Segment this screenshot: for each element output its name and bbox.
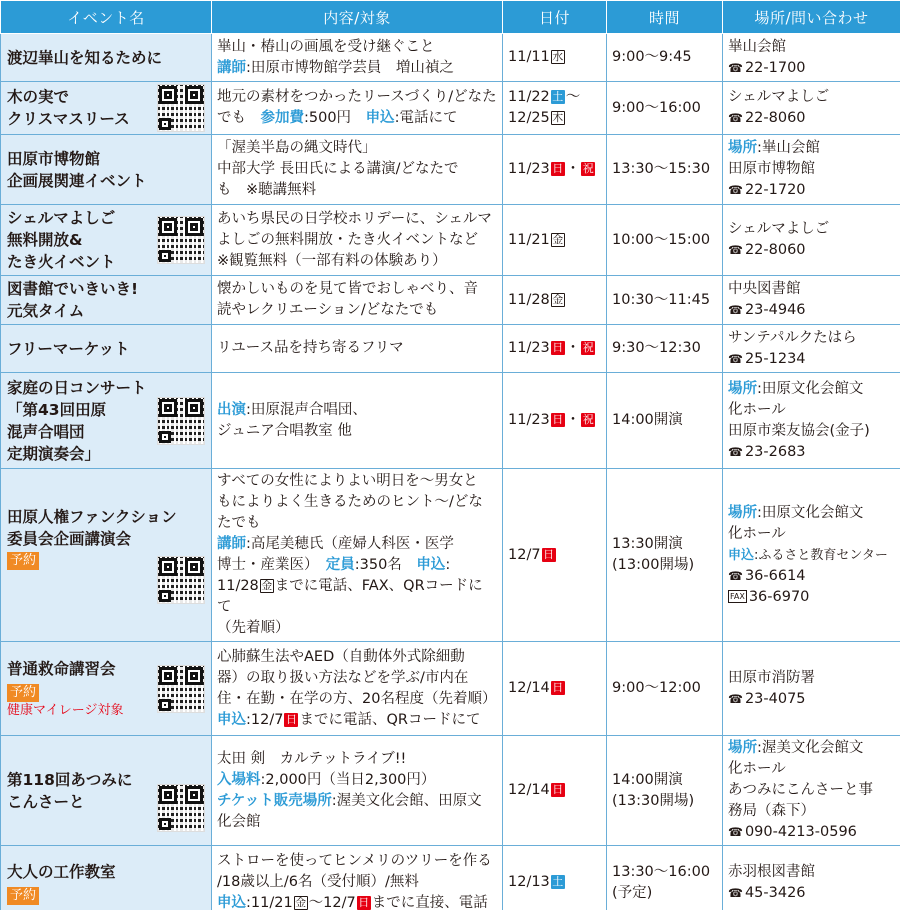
phone-number: ☎ 22-8060 — [728, 240, 895, 261]
place-cell — [723, 325, 900, 373]
event-name-cell — [1, 205, 212, 276]
weekday-badge: 日 — [552, 413, 564, 426]
content-line: :電話にて — [394, 110, 458, 126]
event-name-line: 委員会企画講演会 — [7, 530, 132, 548]
content-line: 崋山・椿山の画風を受け継ぐこと — [217, 38, 435, 55]
content-line: :田原市博物館学芸員 増山禎之 — [246, 59, 454, 76]
content-line: :12/7 — [246, 711, 284, 728]
time-cell: 9:00〜16:00 — [607, 82, 723, 135]
qr-code-icon[interactable] — [157, 665, 205, 713]
content-label: 申込 — [365, 110, 395, 126]
weekday-badge: 日 — [552, 341, 564, 354]
content-line: ジュニア合唱教室 他 — [217, 422, 352, 439]
content-cell — [212, 469, 503, 642]
table-row — [1, 34, 900, 82]
time-line: 13:30〜16:00 — [612, 863, 711, 880]
place-line: 崋山会館 — [728, 38, 786, 55]
event-name-cell — [1, 276, 212, 325]
header-place: 場所/問い合わせ — [723, 1, 900, 34]
content-label: 講師 — [217, 536, 246, 552]
content-line: 読やレクリエーション/どなたでも — [217, 302, 439, 318]
time-line: (13:00開場) — [612, 557, 695, 573]
place-line: :田原文化会館文 — [757, 380, 864, 397]
time-cell: 9:00〜12:00 — [607, 642, 723, 736]
place-line: 赤羽根図書館 — [728, 863, 815, 880]
date-text: 12/14 — [508, 782, 550, 798]
place-line: シェルマよしご — [728, 221, 830, 237]
content-line: でも — [217, 110, 261, 126]
time-line: 14:00開演 — [612, 771, 683, 788]
table-row — [1, 469, 900, 642]
event-name-line: 第118回あつみに — [7, 770, 133, 789]
time-cell: 14:00開演 — [607, 373, 723, 469]
place-line: 田原市消防署 — [728, 669, 815, 686]
content-line: すべての女性によりよい明日を〜男女と — [217, 473, 478, 489]
header-content: 内容/対象 — [212, 1, 503, 34]
content-label: 参加費 — [260, 110, 304, 126]
weekday-badge: 木 — [552, 111, 564, 124]
time-cell: 10:00〜15:00 — [607, 205, 723, 276]
place-line: サンテパルクたはら — [728, 329, 857, 346]
event-name-line: フリーマーケット — [7, 339, 130, 358]
event-name-line: 田原人権ファンクション — [7, 508, 177, 526]
time-cell: 13:30〜15:30 — [607, 135, 723, 205]
place-line: 務局（森下） — [728, 803, 815, 819]
place-line: 田原市楽友協会(金子) — [728, 422, 870, 439]
content-line: :渥美文化会館、田原文 — [331, 792, 482, 809]
weekday-badge: 金 — [552, 292, 564, 306]
content-line: 中部大学 長田氏による講演/どなたで — [217, 161, 459, 177]
content-line: 住・在勤・在学の方、20名程度（先着順） — [217, 690, 497, 707]
table-row — [1, 846, 900, 910]
event-name-line: 企画展関連イベント — [7, 171, 147, 190]
fax-number: 36-6970 — [748, 588, 810, 605]
time-cell: 10:30〜11:45 — [607, 276, 723, 325]
content-line: :500円 — [304, 110, 366, 126]
content-line: :11/21 — [246, 895, 293, 910]
table-row — [1, 135, 900, 205]
content-label: 申込 — [217, 895, 246, 910]
weekday-badge: 日 — [552, 162, 564, 175]
date-text: 11/23 — [508, 340, 550, 356]
event-name-line: シェルマよしご — [7, 209, 116, 227]
content-line: :350名 — [354, 557, 417, 573]
header-event-name: イベント名 — [1, 1, 212, 34]
content-line: 博士・産業医） — [217, 557, 326, 573]
header-row — [1, 1, 900, 34]
content-cell — [212, 373, 503, 469]
date-cell — [503, 846, 607, 910]
date-text: 11/11 — [508, 49, 550, 65]
content-line: よしごの無料開放・たき火イベントなど — [217, 231, 478, 248]
content-cell — [212, 325, 503, 373]
content-cell — [212, 642, 503, 736]
weekday-badge: 日 — [552, 783, 564, 796]
content-line: 心肺蘇生法やAED（自動体外式除細動 — [217, 648, 465, 665]
content-line: 器）の取り扱い方法などを学ぶ/市内在 — [217, 669, 469, 686]
event-name-line: 田原市博物館 — [7, 149, 101, 168]
table-row — [1, 736, 900, 846]
event-name-cell — [1, 373, 212, 469]
content-cell — [212, 34, 503, 82]
weekday-badge: 日 — [285, 712, 297, 726]
content-line: 「渥美半島の縄文時代」 — [217, 140, 377, 156]
event-name-line: 木の実で — [7, 88, 70, 106]
place-cell — [723, 135, 900, 205]
table-row — [1, 642, 900, 736]
qr-code-icon[interactable] — [157, 784, 205, 832]
weekday-badge: 日 — [552, 681, 564, 694]
date-text: 12/13 — [508, 874, 550, 890]
event-name-line: 混声合唱団 — [7, 422, 85, 441]
content-label: 申込 — [217, 711, 246, 728]
phone-number: ☎ 22-1700 — [728, 58, 895, 79]
date-text: 11/23 — [508, 412, 550, 428]
weekday-badge: 金 — [552, 232, 564, 246]
time-line: 13:30開演 — [612, 536, 683, 552]
event-name-cell — [1, 846, 212, 910]
place-line: 化ホール — [728, 761, 786, 777]
place-cell — [723, 846, 900, 910]
health-mileage-label: 健康マイレージ対象 — [7, 702, 124, 718]
qr-code-icon[interactable] — [157, 216, 205, 264]
event-name-cell — [1, 34, 212, 82]
fax-icon: FAX — [730, 591, 745, 601]
place-cell — [723, 373, 900, 469]
content-line: 地元の素材をつかったリースづくり/どなた — [217, 89, 497, 105]
place-line: シェルマよしご — [728, 89, 830, 105]
date-text: 12/14 — [508, 680, 550, 696]
weekday-badge: 金 — [295, 896, 307, 909]
content-cell — [212, 846, 503, 910]
date-cell — [503, 205, 607, 276]
place-cell — [723, 205, 900, 276]
event-name-line: 普通救命講習会 — [7, 659, 116, 678]
content-line: も ※聴講無料 — [217, 182, 317, 198]
event-name-line: 定期演奏会」 — [7, 444, 101, 463]
phone-number: ☎ 090-4213-0596 — [728, 822, 895, 843]
event-name-line: 「第43回田原 — [7, 400, 107, 419]
date-cell — [503, 82, 607, 135]
content-line: :田原混声合唱団、 — [246, 401, 367, 418]
content-line: 11/28 — [217, 578, 259, 594]
place-line: :ふるさと教育センター — [754, 547, 888, 563]
phone-number: ☎ 23-2683 — [728, 442, 895, 463]
table-row — [1, 82, 900, 135]
phone-number: ☎ 25-1234 — [728, 349, 895, 370]
time-cell: 9:00〜9:45 — [607, 34, 723, 82]
content-line: もによりよく生きるためのヒント〜/どな — [217, 494, 483, 510]
content-label: 申込 — [416, 557, 446, 573]
table-row — [1, 373, 900, 469]
date-cell — [503, 469, 607, 642]
content-cell — [212, 82, 503, 135]
content-line: 懐かしいものを見て皆でおしゃべり、音 — [217, 281, 478, 297]
content-line: （先着順） — [217, 620, 290, 636]
date-text: 12/25 — [508, 110, 550, 126]
time-cell — [607, 736, 723, 846]
date-text: 11/21 — [508, 231, 550, 248]
table-row — [1, 325, 900, 373]
content-line: までに電話、FAX、QRコードにて — [217, 578, 483, 615]
place-line: 田原市博物館 — [728, 161, 815, 177]
place-label: 場所 — [728, 140, 757, 156]
place-cell — [723, 82, 900, 135]
holiday-badge: 祝 — [582, 162, 594, 175]
weekday-badge: 水 — [552, 50, 564, 63]
content-label: 入場料 — [217, 771, 261, 788]
time-line: (13:30開場) — [612, 792, 695, 809]
event-name-cell — [1, 135, 212, 205]
event-name-cell — [1, 736, 212, 846]
event-name-cell — [1, 82, 212, 135]
event-name-cell — [1, 642, 212, 736]
table-row — [1, 205, 900, 276]
event-name-line: 無料開放& — [7, 231, 83, 249]
header-date: 日付 — [503, 1, 607, 34]
header-time: 時間 — [607, 1, 723, 34]
place-cell — [723, 736, 900, 846]
place-line: :崋山会館 — [757, 140, 820, 156]
place-label: 場所 — [728, 504, 757, 521]
content-line: ※観覧無料（一部有料の体験あり） — [217, 252, 447, 269]
reservation-badge: 予約 — [7, 887, 39, 905]
event-name-cell — [1, 469, 212, 642]
place-cell — [723, 276, 900, 325]
content-line: ストローを使ってヒンメリのツリーを作る — [217, 853, 492, 869]
weekday-badge: 金 — [261, 579, 273, 592]
content-label: 定員 — [325, 557, 355, 573]
content-line: :高尾美穂氏（産婦人科医・医学 — [246, 536, 454, 552]
event-name-line: クリスマスリース — [7, 110, 130, 128]
time-cell — [607, 469, 723, 642]
place-line: :田原文化会館文 — [757, 504, 864, 521]
qr-code-icon[interactable] — [157, 556, 205, 604]
place-line: :渥美文化会館文 — [757, 740, 864, 756]
event-name-line: 家庭の日コンサート — [7, 378, 147, 397]
weekday-badge: 土 — [552, 875, 564, 888]
content-cell — [212, 205, 503, 276]
event-name-line: たき火イベント — [7, 253, 116, 271]
weekday-badge: 土 — [552, 90, 564, 103]
weekday-badge: 日 — [358, 896, 370, 909]
phone-number: ☎ 23-4946 — [728, 300, 895, 321]
date-text: 11/28 — [508, 291, 550, 308]
content-line: : — [445, 557, 451, 573]
event-name-cell — [1, 325, 212, 373]
place-line: 化ホール — [728, 401, 786, 418]
time-cell — [607, 846, 723, 910]
weekday-badge: 日 — [543, 547, 555, 561]
content-line: までに直接、電話 — [371, 895, 488, 910]
content-label: チケット販売場所 — [217, 792, 332, 809]
date-text: 11/22 — [508, 89, 550, 105]
content-line: 太田 剣 カルテットライブ!! — [217, 750, 407, 767]
date-cell — [503, 34, 607, 82]
content-line: :2,000円（当日2,300円） — [260, 771, 436, 788]
content-cell — [212, 736, 503, 846]
phone-number: ☎ 23-4075 — [728, 689, 895, 710]
content-line: /18歳以上/6名（受付順）/無料 — [217, 874, 419, 890]
content-line: までに電話、QRコードにて — [299, 711, 481, 728]
place-label: 場所 — [728, 740, 757, 756]
place-cell — [723, 642, 900, 736]
event-name-line: 渡辺崋山を知るために — [7, 48, 163, 67]
content-label: 出演 — [217, 401, 246, 418]
qr-code-icon[interactable] — [157, 84, 205, 132]
holiday-badge: 祝 — [582, 413, 594, 426]
date-cell — [503, 736, 607, 846]
content-cell — [212, 276, 503, 325]
date-cell: 11/23 日 ・ 祝 — [503, 373, 607, 469]
content-line: 化会館 — [217, 813, 261, 830]
place-cell — [723, 34, 900, 82]
time-line: (予定) — [612, 884, 653, 901]
reservation-badge: 予約 — [7, 684, 39, 702]
place-label: 場所 — [728, 380, 757, 397]
place-label: 申込 — [728, 547, 755, 563]
date-text: 12/7 — [508, 546, 541, 563]
time-cell: 9:30〜12:30 — [607, 325, 723, 373]
date-cell: 11/23 日 ・ 祝 — [503, 325, 607, 373]
phone-number: ☎ 22-8060 — [728, 108, 895, 129]
qr-code-icon[interactable] — [157, 397, 205, 445]
date-cell: 11/23 日 ・ 祝 — [503, 135, 607, 205]
content-line: あいち県民の日学校ホリデーに、シェルマ — [217, 210, 492, 227]
event-name-line: 元気タイム — [7, 302, 85, 320]
phone-number: ☎ 22-1720 — [728, 180, 895, 201]
content-label: 講師 — [217, 59, 246, 76]
place-line: 中央図書館 — [728, 281, 801, 297]
date-cell — [503, 276, 607, 325]
event-name-line: 図書館でいきいき! — [7, 280, 139, 298]
content-line: リユース品を持ち寄るフリマ — [217, 340, 404, 356]
event-name-line: こんさーと — [7, 792, 85, 811]
content-line: 〜12/7 — [308, 895, 356, 910]
date-text: 11/23 — [508, 161, 550, 177]
holiday-badge: 祝 — [582, 341, 594, 354]
reservation-badge: 予約 — [7, 552, 39, 570]
place-line: 化ホール — [728, 525, 786, 542]
place-line: あつみにこんさーと事 — [728, 782, 873, 798]
place-cell — [723, 469, 900, 642]
phone-number: ☎ 36-6614 — [728, 566, 895, 587]
content-cell — [212, 135, 503, 205]
table-row — [1, 276, 900, 325]
date-cell — [503, 642, 607, 736]
phone-number: ☎ 45-3426 — [728, 883, 895, 904]
date-sep: 〜 — [565, 89, 581, 105]
content-line: たでも — [217, 515, 261, 531]
event-name-line: 大人の工作教室 — [7, 862, 116, 881]
